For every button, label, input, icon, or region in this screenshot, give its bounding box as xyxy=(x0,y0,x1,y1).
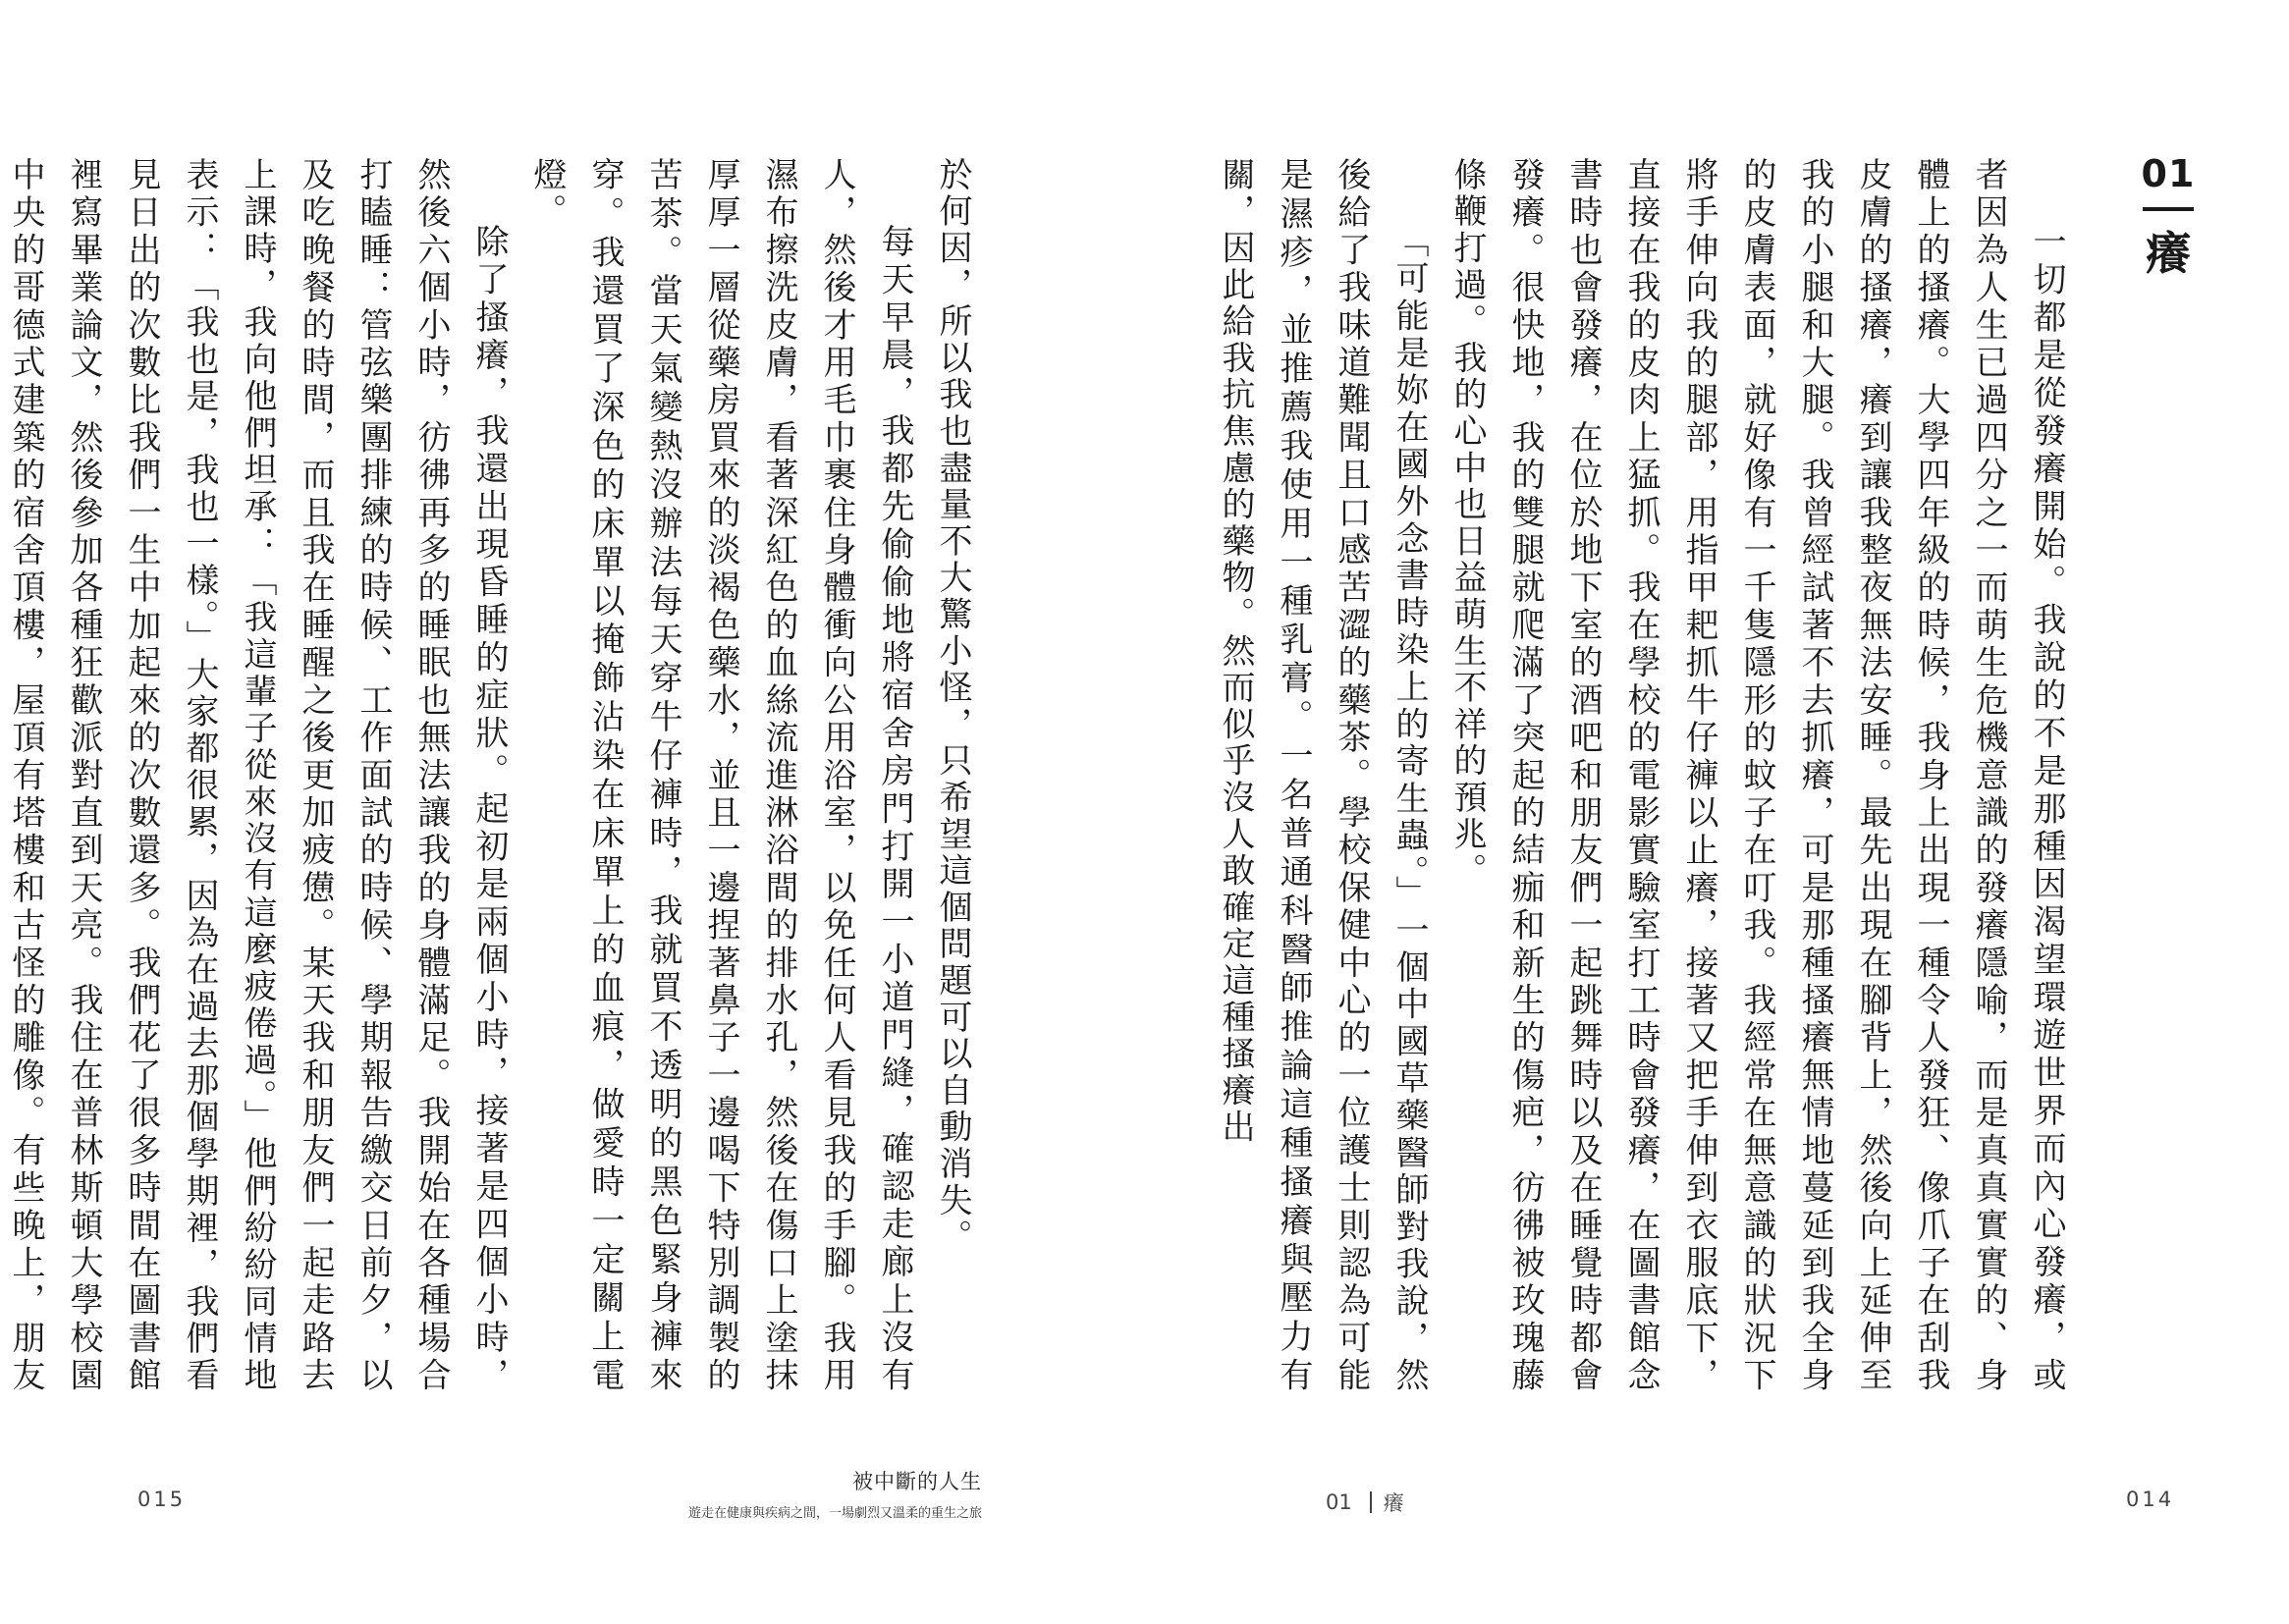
body-paragraph: 每天早晨，我都先偷偷地將宿舍房門打開一小道門縫，確認走廊上沒有人，然後才用毛巾裹住身體衝向公用浴室，以免任何人看見我的手腳。我用濕布擦洗皮膚，看著深紅色的血絲流進淋浴間的排水孔，然後在傷口上塗抹厚厚一層從藥房買來的淡褐色藥水，並且一邊捏著鼻子一邊喝下特別調製的苦茶。當天氣變熱沒辦法每天穿牛仔褲時，我就買不透明的黑色緊身褲來穿。我還買了深色的床單以掩飾沾染在床單上的血痕，做愛時一定關上電燈。 xyxy=(527,157,914,1394)
body-paragraph: 除了搔癢，我還出現昏睡的症狀。起初是兩個小時，接著是四個小時，然後六個小時，彷彿再多的睡眠也無法讓我的身體滿足。我開始在各種場合打瞌睡：管弦樂團排練的時候、工作面試的時候、學期報告繳交日前夕，以及吃晚餐的時間，而且我在睡醒之後更加疲憊。某天我和朋友們一起走路去上課時，我向他們坦承：「我這輩子從來沒有這麼疲倦過。」他們紛紛同情地表示：「我也是，我也一樣。」大家都很累，因為在過去那個學期裡，我們看見日出的次數比我們一生中加起來的次數還多。我們花了很多時間在圖書館裡寫畢業論文，然後參加各種狂歡派對直到天亮。我住在普林斯頓大學校園中央的哥德式建築的宿舍頂樓，屋頂有塔樓和古怪的雕像。有些晚上，朋友 xyxy=(6,157,509,1394)
chapter-title: 癢 xyxy=(2146,227,2191,280)
left-page xyxy=(0,0,1144,1624)
page-number-left: 015 xyxy=(137,1488,187,1511)
footer-chapter-title: 癢 xyxy=(1383,1491,1404,1515)
body-paragraph: 一切都是從發癢開始。我說的不是那種因渴望環遊世界而內心發癢，或者因為人生已過四分之一而萌生危機意識的發癢隱喻，而是真真實實的、身體上的搔癢。大學四年級的時候，我身上出現一種令人發狂、像爪子在刮我皮膚的搔癢，癢到讓我整夜無法安睡。最先出現在腳背上，然後向上延伸至我的小腿和大腿。我曾經試著不去抓癢，可是那種搔癢無情地蔓延到我全身的皮膚表面，就好像有一千隻隱形的蚊子在叮我。我經常在無意識的狀況下將手伸向我的腿部，用指甲耙抓牛仔褲以止癢，接著又把手伸到衣服底下，直接在我的皮肉上猛抓。我在學校的電影實驗室打工時會發癢，在圖書館念書時也會發癢，在位於地下室的酒吧和朋友們一起跳舞時以及在睡覺時都會發癢。很快地，我的雙腿就爬滿了突起的結痂和新生的傷疤，彷彿被玫瑰藤條鞭打過。我的心中也日益萌生不祥的預兆。 xyxy=(1447,157,2066,1394)
running-chapter-footer xyxy=(1326,1488,1404,1517)
footer-chapter-number: 01 xyxy=(1326,1490,1352,1514)
body-paragraph: 於何因，所以我也盡量不大驚小怪，只希望這個問題可以自動消失。 xyxy=(933,157,972,1256)
footer-separator xyxy=(1370,1491,1372,1513)
body-paragraph: 「可能是妳在國外念書時染上的寄生蟲。」一個中國草藥醫師對我說，然後給了我味道難聞且口感苦澀的藥茶。學校保健中心的一位護士則認為可能是濕疹，並推薦我使用一種乳膏。一名普通科醫師推論這種搔癢與壓力有關，因此給我抗焦慮的藥物。然而似乎沒人敢確定這種搔癢出 xyxy=(1216,157,1429,1394)
left-page-body xyxy=(6,157,981,1394)
page-number-right: 014 xyxy=(2126,1488,2175,1511)
running-title: 被中斷的人生 xyxy=(852,1470,982,1493)
right-page xyxy=(1144,0,2289,1624)
chapter-number: 01 xyxy=(2141,152,2196,195)
right-page-body xyxy=(1216,157,2075,1394)
running-subtitle: 遊走在健康與疾病之間，一場劇烈又溫柔的重生之旅 xyxy=(687,1506,982,1521)
chapter-rule xyxy=(2143,207,2194,211)
